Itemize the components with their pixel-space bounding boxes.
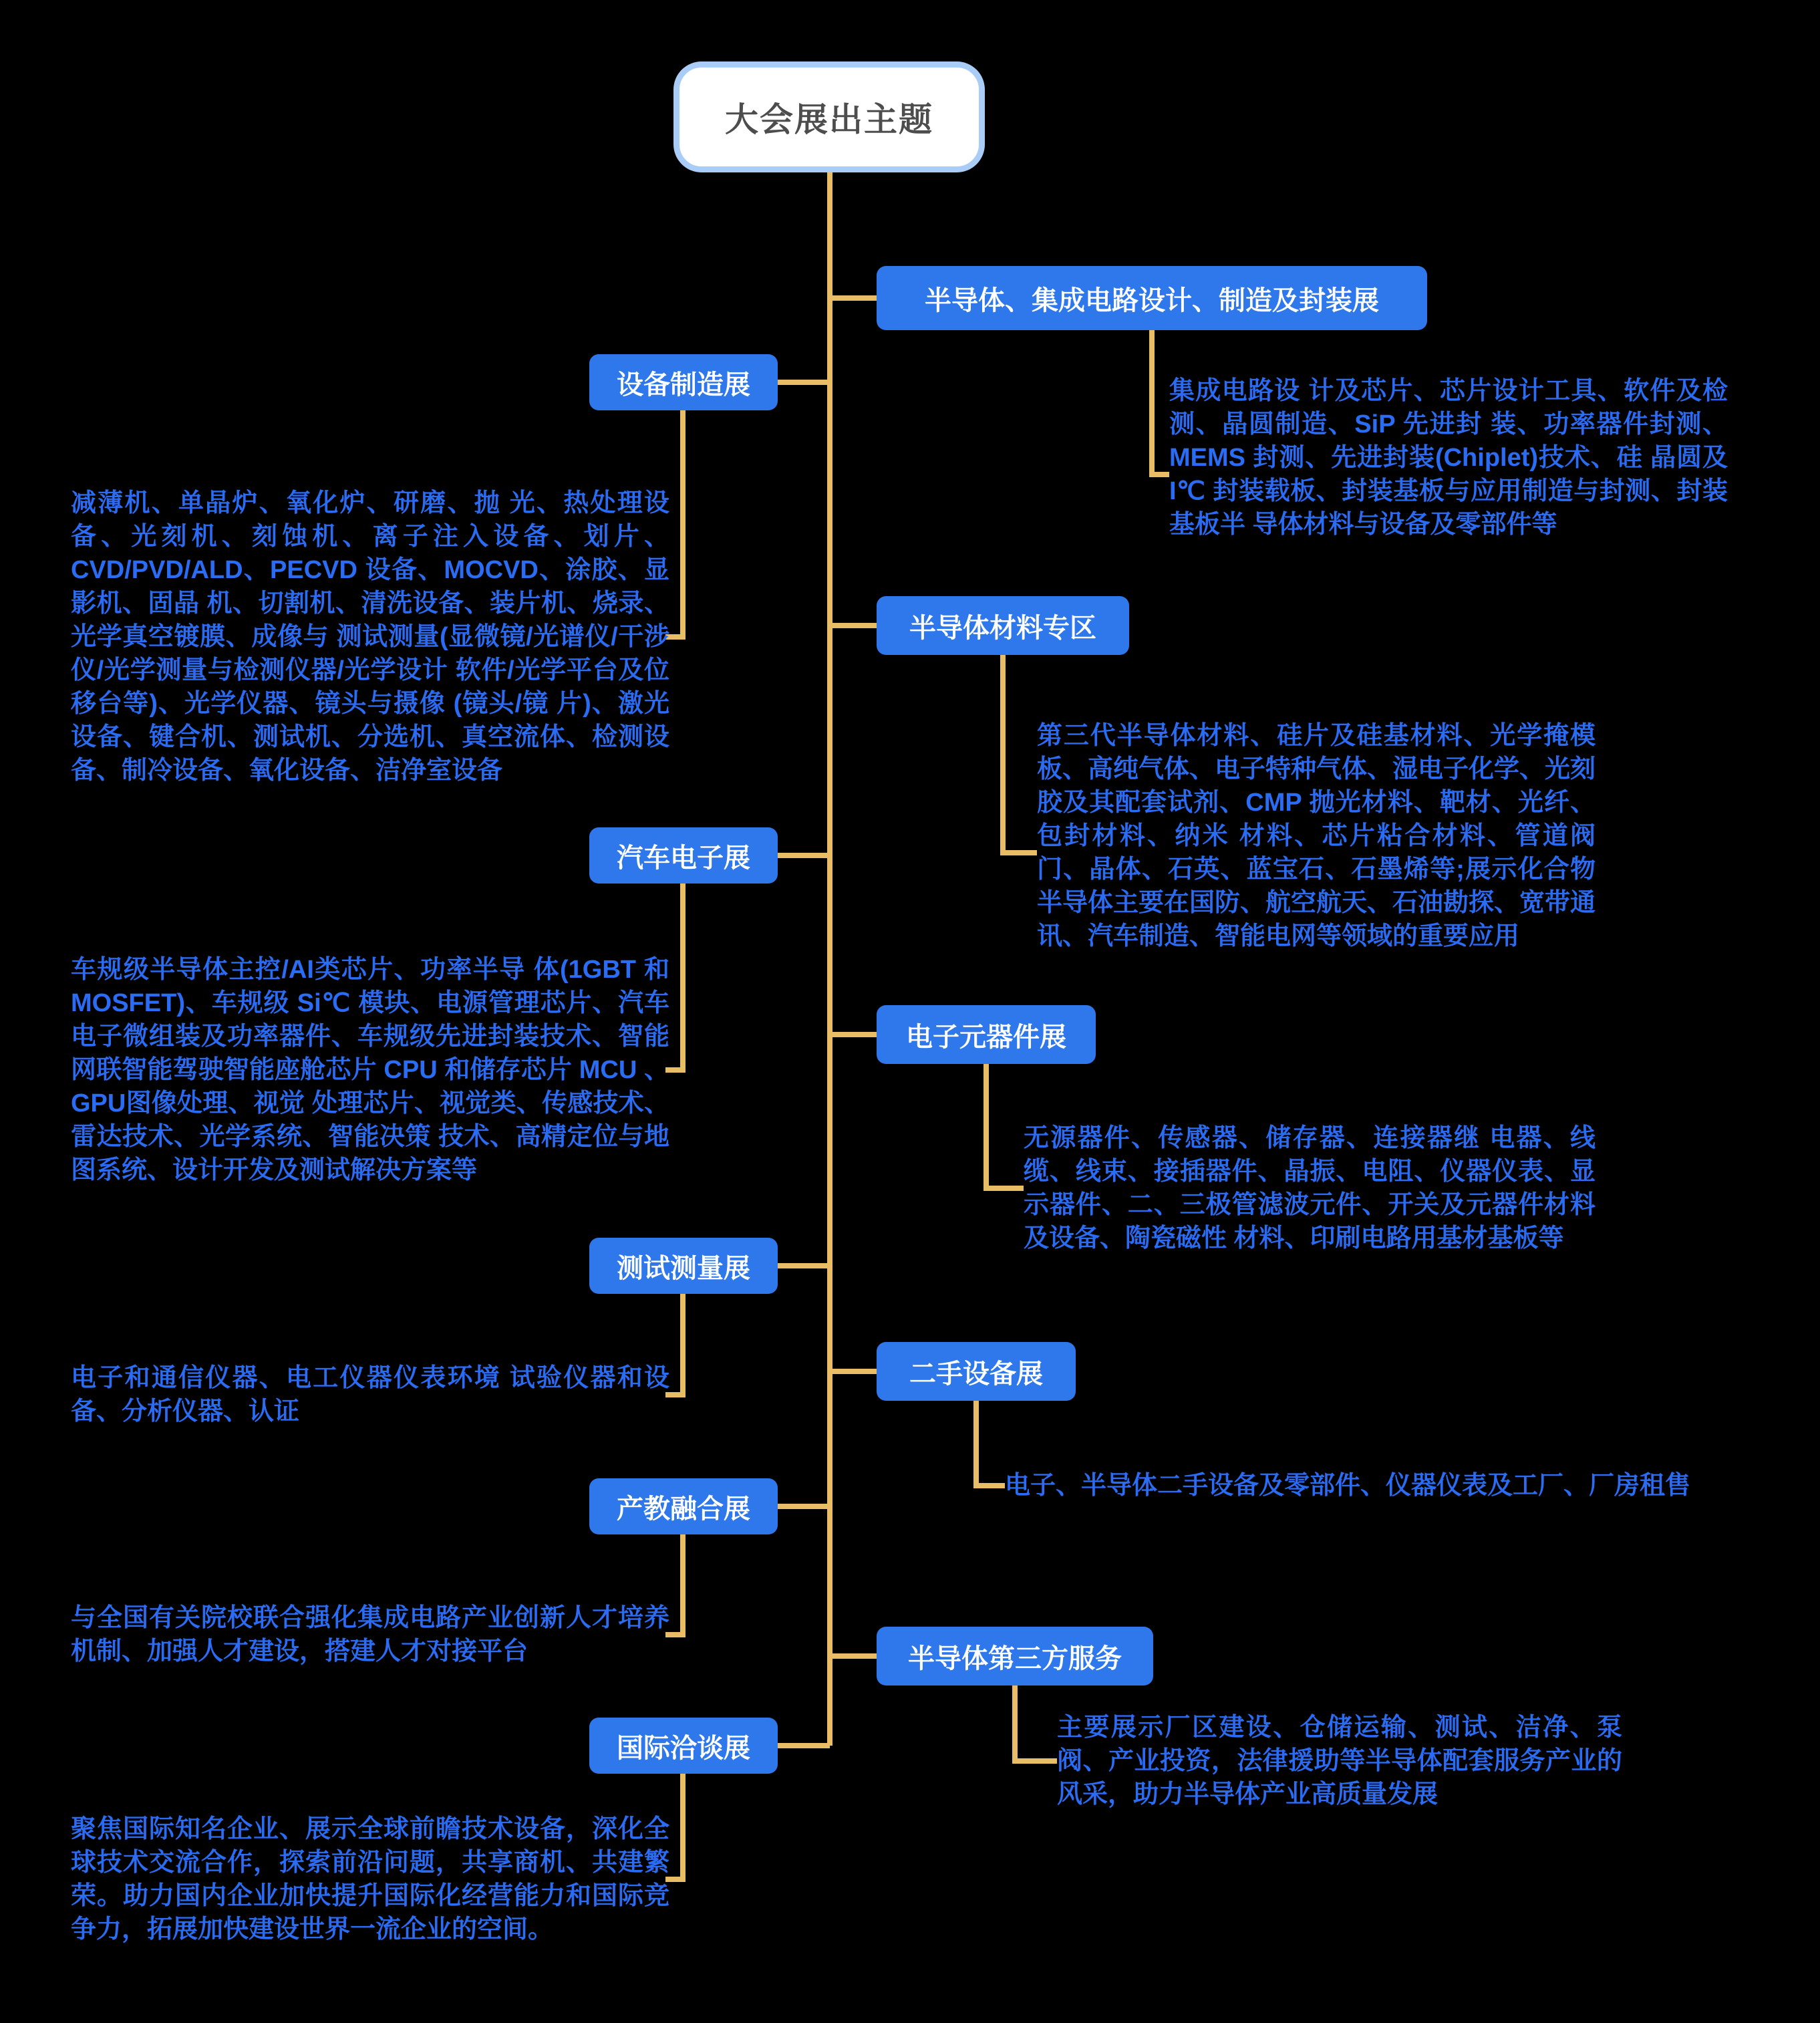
connector-desc-materials xyxy=(1003,655,1037,853)
branch-node-testing[interactable]: 测试测量展 xyxy=(589,1238,778,1294)
branch-node-secondhand[interactable]: 二手设备展 xyxy=(877,1342,1076,1401)
connector-desc-semiconductor-ic xyxy=(1152,330,1169,475)
branch-node-semiconductor-ic[interactable]: 半导体、集成电路设计、制造及封装展 xyxy=(877,266,1427,330)
branch-description-testing[interactable]: 电子和通信仪器、电工仪器仪表环境 试验仪器和设备、分析仪器、认证 xyxy=(71,1364,669,1426)
branch-description-materials[interactable]: 第三代半导体材料、硅片及硅基材料、光学掩模板、高纯气体、电子特种气体、湿电子化学、光刻 胶及其配套试剂、CMP 抛光材料、靶材、光纤、包封材料、纳米 材料、芯片粘合材料、管道阀门、晶体、石英、蓝宝石、石墨烯等;展示化合物半导体主要在国防、航空航天、石油勘探、宽带通讯、汽车制造、智能电网等领域的重要应用 xyxy=(1037,722,1596,950)
connector-desc-secondhand xyxy=(976,1401,1005,1486)
branch-node-components[interactable]: 电子元器件展 xyxy=(877,1005,1096,1064)
branch-description-semiconductor-ic[interactable]: 集成电路设 计及芯片、芯片设计工具、软件及检测、晶圆制造、SiP 先进封 装、功率器件封测、MEMS 封测、先进封装(Chiplet)技术、硅 晶圆及 I℃ 封装载板、封装基板与应用制造与封测、封装基板半 导体材料与设备及零部件等 xyxy=(1169,377,1728,539)
connector-desc-components xyxy=(986,1064,1024,1188)
branch-description-international[interactable]: 聚焦国际知名企业、展示全球前瞻技术设备，深化全球技术交流合作，探索前沿问题，共享商机、共建繁荣。助力国内企业加快提升国际化经营能力和国际竞争力，拓展加快建设世界一流企业的空间。 xyxy=(71,1815,669,1943)
branch-node-materials[interactable]: 半导体材料专区 xyxy=(877,596,1129,655)
branch-description-components[interactable]: 无源器件、传感器、储存器、连接器继 电器、线缆、线束、接插器件、晶振、电阻、仪器仪表、显示器件、二、三极管滤波元件、开关及元器件材料及设备、陶瓷磁性 材料、印刷电路用基材基板等 xyxy=(1024,1124,1596,1252)
branch-description-education[interactable]: 与全国有关院校联合强化集成电路产业创新人才培养机制、加强人才建设，搭建人才对接平台 xyxy=(71,1604,669,1665)
branch-description-equipment[interactable]: 减薄机、单晶炉、氧化炉、研磨、抛 光、热处理设备、光刻机、刻蚀机、离子注入设备、划片、CVD/PVD/ALD、PECVD 设备、MOCVD、涂胶、显影机、固晶 机、切割机、清洗设备、装片机、烧录、光学真空镀膜、成像与 测试测量(显微镜/光谱仪/干涉仪/光学测量与检测仪器/光学设计 软件/光学平台及位移台等)、光学仪器、镜头与摄像 (镜头/镜 片)、激光设备、键合机、测试机、分选机、真空流体、检测设 备、制冷设备、氧化设备、洁净室设备 xyxy=(71,489,669,785)
branch-node-services[interactable]: 半导体第三方服务 xyxy=(877,1627,1153,1685)
branch-node-education[interactable]: 产教融合展 xyxy=(589,1478,778,1534)
branch-description-services[interactable]: 主要展示厂区建设、仓储运输、测试、洁净、泵阀、产业投资，法律援助等半导体配套服务产业的风采，助力半导体产业高质量发展 xyxy=(1057,1714,1622,1808)
branch-description-automotive[interactable]: 车规级半导体主控/AI类芯片、功率半导 体(1GBT 和 MOSFET)、车规级 Si℃ 模块、电源管理芯片、汽车电子微组装及功率器件、车规级先进封装技术、智能网联智能驾驶智能座舱芯片 CPU 和储存芯片 MCU 、GPU图像处理、视觉 处理芯片、视觉类、传感技术、雷达技术、光学系统、智能决策 技术、高精定位与地图系统、设计开发及测试解决方案等 xyxy=(71,956,669,1184)
branch-node-automotive[interactable]: 汽车电子展 xyxy=(589,827,778,884)
connector-desc-services xyxy=(1015,1685,1057,1761)
branch-description-secondhand[interactable]: 电子、半导体二手设备及零部件、仪器仪表及工厂、厂房租售 xyxy=(1005,1472,1691,1500)
root-topic-node[interactable]: 大会展出主题 xyxy=(673,61,985,172)
branch-node-equipment[interactable]: 设备制造展 xyxy=(589,354,778,410)
branch-node-international[interactable]: 国际洽谈展 xyxy=(589,1718,778,1774)
